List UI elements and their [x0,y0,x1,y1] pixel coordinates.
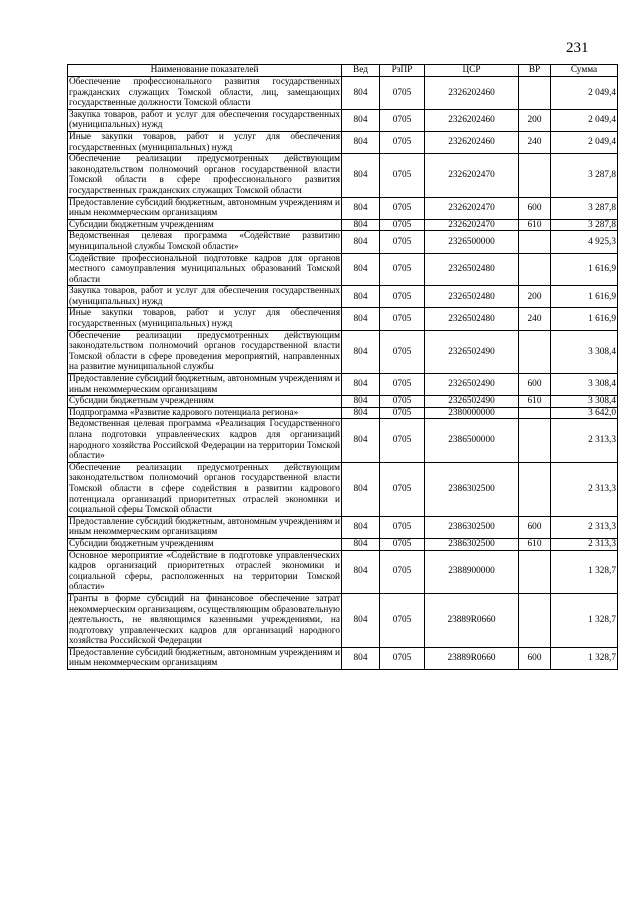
table-row [68,516,618,538]
cell-sum: 2 049,4 [551,77,618,110]
cell-csr: 23889R0660 [425,593,519,647]
cell-csr: 2380000000 [425,407,519,419]
cell-rzpr: 0705 [380,109,425,131]
header-csr: ЦСР [425,65,519,77]
header-sum: Сумма [551,65,618,77]
cell-rzpr: 0705 [380,550,425,593]
cell-ved: 804 [342,538,380,550]
header-rzpr: РзПР [380,65,425,77]
cell-ved: 804 [342,308,380,330]
cell-name: Предоставление субсидий бюджетным, автономным учреждениям и иным некоммерческим организациям [69,516,340,538]
cell-rzpr: 0705 [380,330,425,373]
cell-vr: 600 [519,647,551,669]
cell-rzpr: 0705 [380,396,425,408]
cell-vr [519,154,551,197]
cell-vr [519,407,551,419]
cell-ved: 804 [342,197,380,219]
cell-csr: 23889R0660 [425,647,519,669]
cell-sum: 3 287,8 [551,197,618,219]
cell-name: Иные закупки товаров, работ и услуг для обеспечения государственных (муниципальных) нужд [69,131,340,153]
cell-vr [519,593,551,647]
cell-name: Обеспечение реализации предусмотренных действующим законодательством полномочий органов государственной власти Томской области в сфере профессионального развития государственных гражданских служащих Томской области [69,154,340,196]
table-row [68,330,618,373]
cell-vr: 240 [519,308,551,330]
table-row [68,462,618,516]
cell-ved: 804 [342,77,380,110]
cell-ved: 804 [342,253,380,286]
table-row [68,593,618,647]
cell-sum: 3 308,4 [551,396,618,408]
cell-rzpr: 0705 [380,374,425,396]
cell-name: Предоставление субсидий бюджетным, автономным учреждениям и иным некоммерческим организациям [69,647,340,669]
cell-rzpr: 0705 [380,308,425,330]
cell-csr: 2386302500 [425,516,519,538]
table-row [68,550,618,593]
table-header-row [68,65,618,77]
cell-name: Предоставление субсидий бюджетным, автономным учреждениям и иным некоммерческим организациям [69,374,340,395]
cell-name: Обеспечение реализации предусмотренных действующим законодательством полномочий органов государственной власти Томской области в сфере содействия в развитии кадрового потенциала организаций приоритетных отраслей экономики и социальной сферы Томской области [69,462,340,516]
table-row [68,419,618,462]
cell-rzpr: 0705 [380,154,425,197]
cell-name: Предоставление субсидий бюджетным, автономным учреждениям и иным некоммерческим организациям [69,197,340,219]
table-row [68,154,618,197]
cell-vr: 240 [519,131,551,153]
table-row [68,219,618,231]
cell-ved: 804 [342,231,380,253]
cell-sum: 1 328,7 [551,647,618,669]
cell-vr: 600 [519,374,551,396]
cell-csr: 2388900000 [425,550,519,593]
cell-name: Закупка товаров, работ и услуг для обеспечения государственных (муниципальных) нужд [69,286,340,307]
cell-name: Ведомственная целевая программа «Содействие развитию муниципальной службы Томской области» [69,231,340,252]
cell-csr: 2326202470 [425,197,519,219]
page-number: 231 [566,40,589,56]
cell-vr [519,462,551,516]
cell-csr: 2326502480 [425,286,519,308]
cell-sum: 2 313,3 [551,462,618,516]
cell-csr: 2326202470 [425,219,519,231]
table-body [68,77,618,670]
cell-name: Обеспечение реализации предусмотренных действующим законодательством полномочий органов государственной власти Томской области в сфере проведения мероприятий, направленных на развитие муниципальной службы [69,330,340,373]
cell-sum: 4 925,3 [551,231,618,253]
cell-vr [519,550,551,593]
cell-ved: 804 [342,647,380,669]
cell-name: Основное мероприятие «Содействие в подготовке управленческих кадров организаций приоритетных отраслей экономики и социальной сферы, расположенных на территории Томской области» [69,550,340,593]
cell-rzpr: 0705 [380,407,425,419]
cell-rzpr: 0705 [380,231,425,253]
cell-vr [519,77,551,110]
cell-ved: 804 [342,374,380,396]
cell-csr: 2326502480 [425,253,519,286]
cell-rzpr: 0705 [380,538,425,550]
cell-ved: 804 [342,593,380,647]
cell-csr: 2386500000 [425,419,519,462]
cell-sum: 2 049,4 [551,131,618,153]
table-row [68,109,618,131]
table-row [68,308,618,330]
budget-table [67,64,618,670]
cell-name: Субсидии бюджетным учреждениям [68,219,342,231]
cell-sum: 1 616,9 [551,308,618,330]
cell-csr: 2326502480 [425,308,519,330]
cell-csr: 2326202460 [425,77,519,110]
cell-rzpr: 0705 [380,593,425,647]
table-row [68,286,618,308]
cell-sum: 1 616,9 [551,253,618,286]
table-row [68,77,618,110]
cell-vr [519,419,551,462]
table-row [68,407,618,419]
cell-vr: 600 [519,516,551,538]
cell-rzpr: 0705 [380,131,425,153]
header-vr: ВР [519,65,551,77]
cell-rzpr: 0705 [380,197,425,219]
cell-sum: 3 308,4 [551,374,618,396]
cell-rzpr: 0705 [380,219,425,231]
cell-vr [519,253,551,286]
table-row [68,197,618,219]
cell-rzpr: 0705 [380,77,425,110]
cell-csr: 2326202460 [425,131,519,153]
cell-sum: 2 049,4 [551,109,618,131]
cell-name: Подпрограмма «Развитие кадрового потенциала региона» [68,407,342,419]
cell-sum: 1 328,7 [551,593,618,647]
table-row [68,131,618,153]
header-name: Наименование показателей [68,65,342,77]
cell-ved: 804 [342,419,380,462]
cell-name: Ведомственная целевая программа «Реализация Государственного плана подготовки управленческих кадров для организаций народного хозяйства Российской Федерации на территории Томской области» [69,419,340,462]
cell-vr [519,330,551,373]
table-row [68,396,618,408]
cell-ved: 804 [342,109,380,131]
cell-ved: 804 [342,219,380,231]
cell-csr: 2326202460 [425,109,519,131]
cell-name: Закупка товаров, работ и услуг для обеспечения государственных (муниципальных) нужд [69,109,340,131]
cell-vr: 610 [519,219,551,231]
cell-sum: 3 287,8 [551,219,618,231]
cell-name: Иные закупки товаров, работ и услуг для обеспечения государственных (муниципальных) нужд [69,308,340,330]
cell-ved: 804 [342,462,380,516]
cell-csr: 2326202470 [425,154,519,197]
cell-ved: 804 [342,516,380,538]
cell-vr: 600 [519,197,551,219]
cell-name: Гранты в форме субсидий на финансовое обеспечение затрат некоммерческим организациям, осуществляющим образовательную деятельность, не являющимся казенными учреждениями, на подготовку управленческих кадров для организаций народного хозяйства Российской Федерации [69,593,340,647]
cell-sum: 3 308,4 [551,330,618,373]
cell-ved: 804 [342,286,380,308]
cell-sum: 1 328,7 [551,550,618,593]
cell-csr: 2326500000 [425,231,519,253]
cell-sum: 3 642,0 [551,407,618,419]
table-row [68,231,618,253]
cell-ved: 804 [342,330,380,373]
cell-sum: 2 313,3 [551,419,618,462]
cell-vr: 200 [519,286,551,308]
cell-name: Субсидии бюджетным учреждениям [68,538,342,550]
table-row [68,374,618,396]
cell-vr [519,231,551,253]
table-row [68,538,618,550]
cell-vr: 610 [519,396,551,408]
cell-ved: 804 [342,396,380,408]
cell-csr: 2326502490 [425,330,519,373]
table-row [68,253,618,286]
cell-vr: 200 [519,109,551,131]
cell-csr: 2326502490 [425,374,519,396]
cell-rzpr: 0705 [380,462,425,516]
cell-sum: 2 313,3 [551,538,618,550]
cell-sum: 1 616,9 [551,286,618,308]
cell-rzpr: 0705 [380,516,425,538]
cell-sum: 2 313,3 [551,516,618,538]
cell-name: Обеспечение профессионального развития государственных гражданских служащих Томской области, лиц, замещающих государственные должности Томской области [69,77,340,109]
cell-rzpr: 0705 [380,647,425,669]
cell-ved: 804 [342,407,380,419]
cell-name: Содействие профессиональной подготовке кадров для органов местного самоуправления муниципальных образований Томской области [69,253,340,285]
cell-csr: 2326502490 [425,396,519,408]
cell-sum: 3 287,8 [551,154,618,197]
table-row [68,647,618,669]
cell-vr: 610 [519,538,551,550]
cell-csr: 2386302500 [425,538,519,550]
cell-rzpr: 0705 [380,253,425,286]
cell-ved: 804 [342,154,380,197]
cell-name: Субсидии бюджетным учреждениям [68,396,342,408]
cell-ved: 804 [342,131,380,153]
cell-csr: 2386302500 [425,462,519,516]
cell-rzpr: 0705 [380,419,425,462]
cell-ved: 804 [342,550,380,593]
header-ved: Вед [342,65,380,77]
cell-rzpr: 0705 [380,286,425,308]
